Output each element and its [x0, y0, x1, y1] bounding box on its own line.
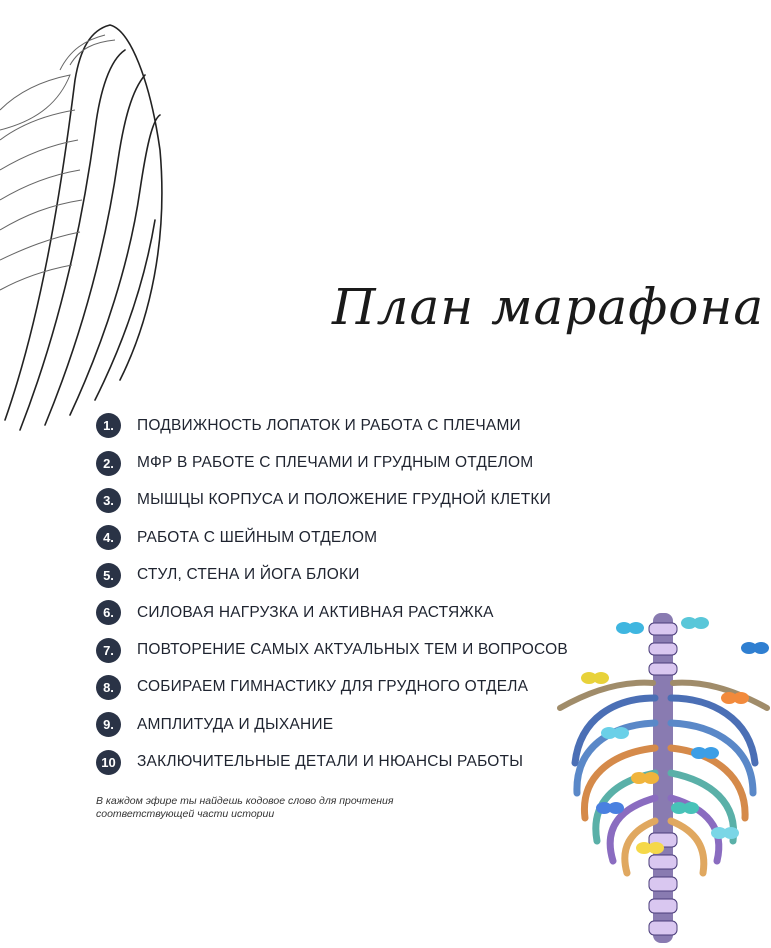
list-item: [96, 519, 568, 556]
list-item-text: ПОДВИЖНОСТЬ ЛОПАТОК И РАБОТА С ПЛЕЧАМИ: [137, 416, 521, 434]
number-badge: 2.: [96, 451, 121, 476]
list-item-text: РАБОТА С ШЕЙНЫМ ОТДЕЛОМ: [137, 528, 378, 546]
number-badge: 7.: [96, 638, 121, 663]
list-item-text: СТУЛ, СТЕНА И ЙОГА БЛОКИ: [137, 566, 360, 584]
list-item: [96, 482, 568, 519]
list-item: [96, 557, 568, 594]
number-badge: 5.: [96, 563, 121, 588]
list-item-text: СИЛОВАЯ НАГРУЗКА И АКТИВНАЯ РАСТЯЖКА: [137, 603, 494, 621]
marathon-plan-list: [96, 407, 568, 781]
list-item-text: МФР В РАБОТЕ С ПЛЕЧАМИ И ГРУДНЫМ ОТДЕЛОМ: [137, 454, 534, 472]
page-title: План марафона: [332, 278, 765, 336]
ribcage-butterflies-illustration: [555, 603, 771, 948]
number-badge: 4.: [96, 525, 121, 550]
list-item-text: МЫШЦЫ КОРПУСА И ПОЛОЖЕНИЕ ГРУДНОЙ КЛЕТКИ: [137, 491, 551, 509]
footnote: В каждом эфире ты найдешь кодовое слово для прочтения соответствующей части истории: [96, 795, 394, 820]
list-item: [96, 744, 568, 781]
number-badge: 1.: [96, 413, 121, 438]
number-badge: 3.: [96, 488, 121, 513]
list-item-text: ЗАКЛЮЧИТЕЛЬНЫЕ ДЕТАЛИ И НЮАНСЫ РАБОТЫ: [137, 753, 524, 771]
list-item: [96, 669, 568, 706]
angel-wing-illustration: [0, 20, 170, 440]
number-badge: 10: [96, 750, 121, 775]
list-item: [96, 444, 568, 481]
number-badge: 9.: [96, 712, 121, 737]
number-badge: 6.: [96, 600, 121, 625]
list-item: [96, 407, 568, 444]
list-item-text: ПОВТОРЕНИЕ САМЫХ АКТУАЛЬНЫХ ТЕМ И ВОПРОСОВ: [137, 641, 568, 659]
list-item: [96, 594, 568, 631]
number-badge: 8.: [96, 675, 121, 700]
list-item-text: АМПЛИТУДА И ДЫХАНИЕ: [137, 715, 334, 733]
list-item-text: СОБИРАЕМ ГИМНАСТИКУ ДЛЯ ГРУДНОГО ОТДЕЛА: [137, 678, 529, 696]
list-item: [96, 706, 568, 743]
list-item: [96, 631, 568, 668]
